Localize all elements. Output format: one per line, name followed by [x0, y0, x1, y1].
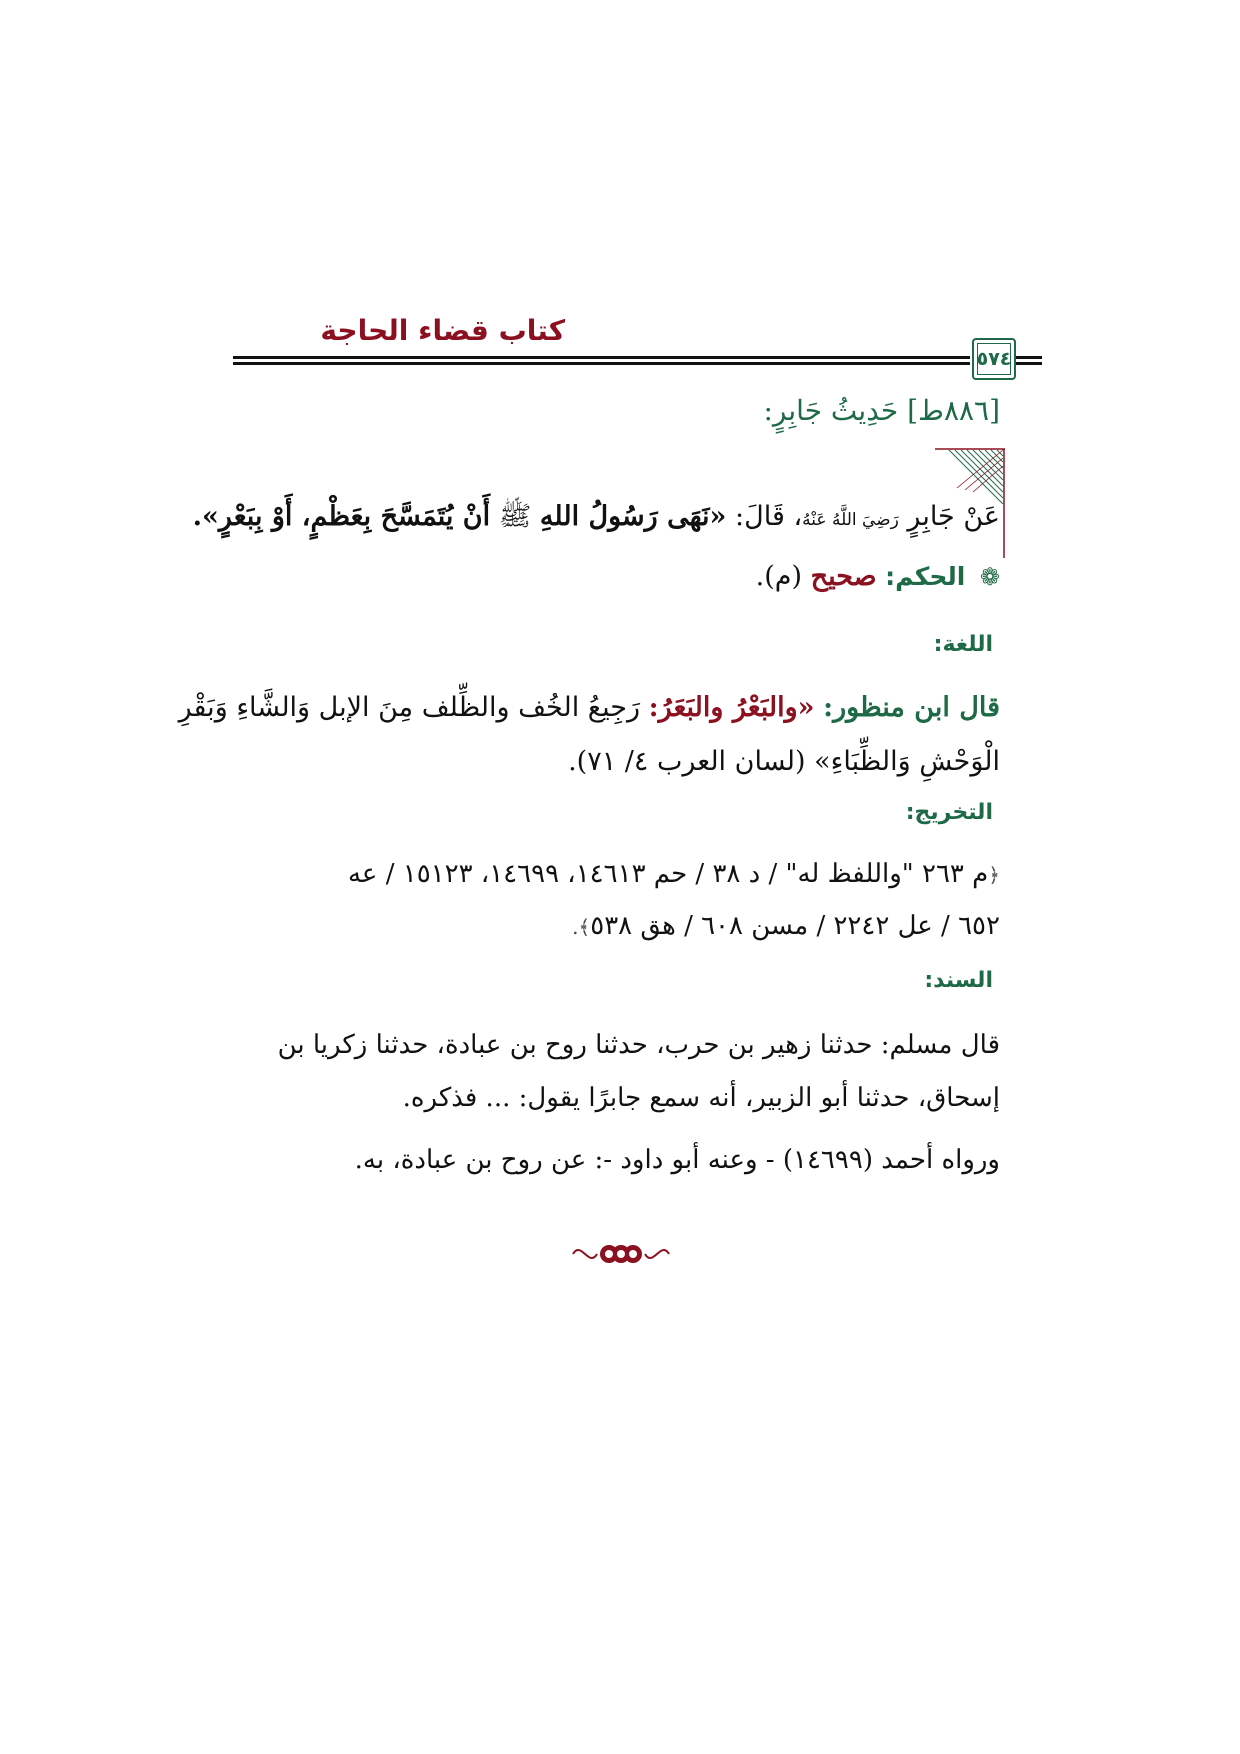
lugha-line-1	[179, 692, 1000, 723]
end-ornament-icon	[569, 1234, 673, 1274]
hadith-quote-part2: أَنْ يُتَمَسَّحَ بِعَظْمٍ، أَوْ بِبَعْرٍ».	[192, 501, 491, 532]
lugha-definition-1: رَجِيعُ الخُف والظِّلف مِنَ الإبل وَالشَّاءِ وَبَقْرِ	[178, 692, 641, 723]
lugha-speaker: قال ابن منظور:	[823, 692, 1000, 723]
running-header-title: كتاب قضاء الحاجة	[320, 314, 565, 347]
header-rule	[233, 362, 970, 365]
hadith-heading: [٨٨٦ط] حَدِيثُ جَابِرٍ:	[763, 394, 1000, 427]
page-number-badge: ٥٧٤	[972, 338, 1016, 380]
hadith-text	[193, 499, 1000, 539]
lugha-term: «والبَعْرُ والبَعَرُ:	[648, 692, 815, 723]
takhrij-text-2: ٦٥٢ / عل ٢٢٤٢ / مسن ٦٠٨ / هق ٥٣٨	[590, 911, 1000, 941]
takhrij-line-1	[348, 859, 1000, 889]
honorific-glyph: رَضِيَ اللَّهُ عَنْهُ	[802, 510, 899, 530]
sanad-heading: السند:	[924, 968, 993, 993]
header-rule	[233, 356, 970, 359]
sanad-line-1: قال مسلم: حدثنا زهير بن حرب، حدثنا روح بن عبادة، حدثنا زكريا بن	[277, 1030, 1000, 1060]
header-rule	[1012, 362, 1042, 365]
flower-ornament-icon: ❁	[979, 563, 1000, 591]
hadith-qaal: ، قَالَ:	[726, 501, 803, 532]
ruling-label: الحكم:	[885, 562, 966, 591]
takhrij-text-1: م ٢٦٣ "واللفظ له" / د ٣٨ / حم ١٤٦١٣، ١٤٦٩٩، ١٥١٢٣ / عه	[347, 859, 989, 889]
ruling-source: (م).	[755, 561, 803, 592]
close-bracket: ﴾.	[572, 915, 591, 939]
takhrij-heading: التخريج:	[905, 800, 993, 825]
open-bracket: ﴿	[988, 863, 1000, 887]
header-rule	[1012, 356, 1042, 359]
ruling-line	[756, 561, 1000, 592]
sanad-line-3: ورواه أحمد (١٤٦٩٩) - وعنه أبو داود -: عن روح بن عبادة، به.	[354, 1145, 1000, 1175]
lugha-heading: اللغة:	[933, 632, 993, 657]
sanad-line-2: إسحاق، حدثنا أبو الزبير، أنه سمع جابرًا يقول: ... فذكره.	[402, 1083, 1000, 1113]
takhrij-line-2	[572, 911, 1000, 941]
ruling-value: صحيح	[810, 561, 877, 592]
hadith-quote-part1: «نَهَى رَسُولُ اللهِ	[539, 501, 727, 532]
hadith-narrator: عَنْ جَابِرٍ	[907, 501, 1000, 532]
salutation-glyph: ﷺ	[498, 501, 532, 532]
lugha-line-2: الْوَحْشِ وَالظِّبَاءِ» (لسان العرب ٤/ ٧١).	[568, 746, 1000, 777]
